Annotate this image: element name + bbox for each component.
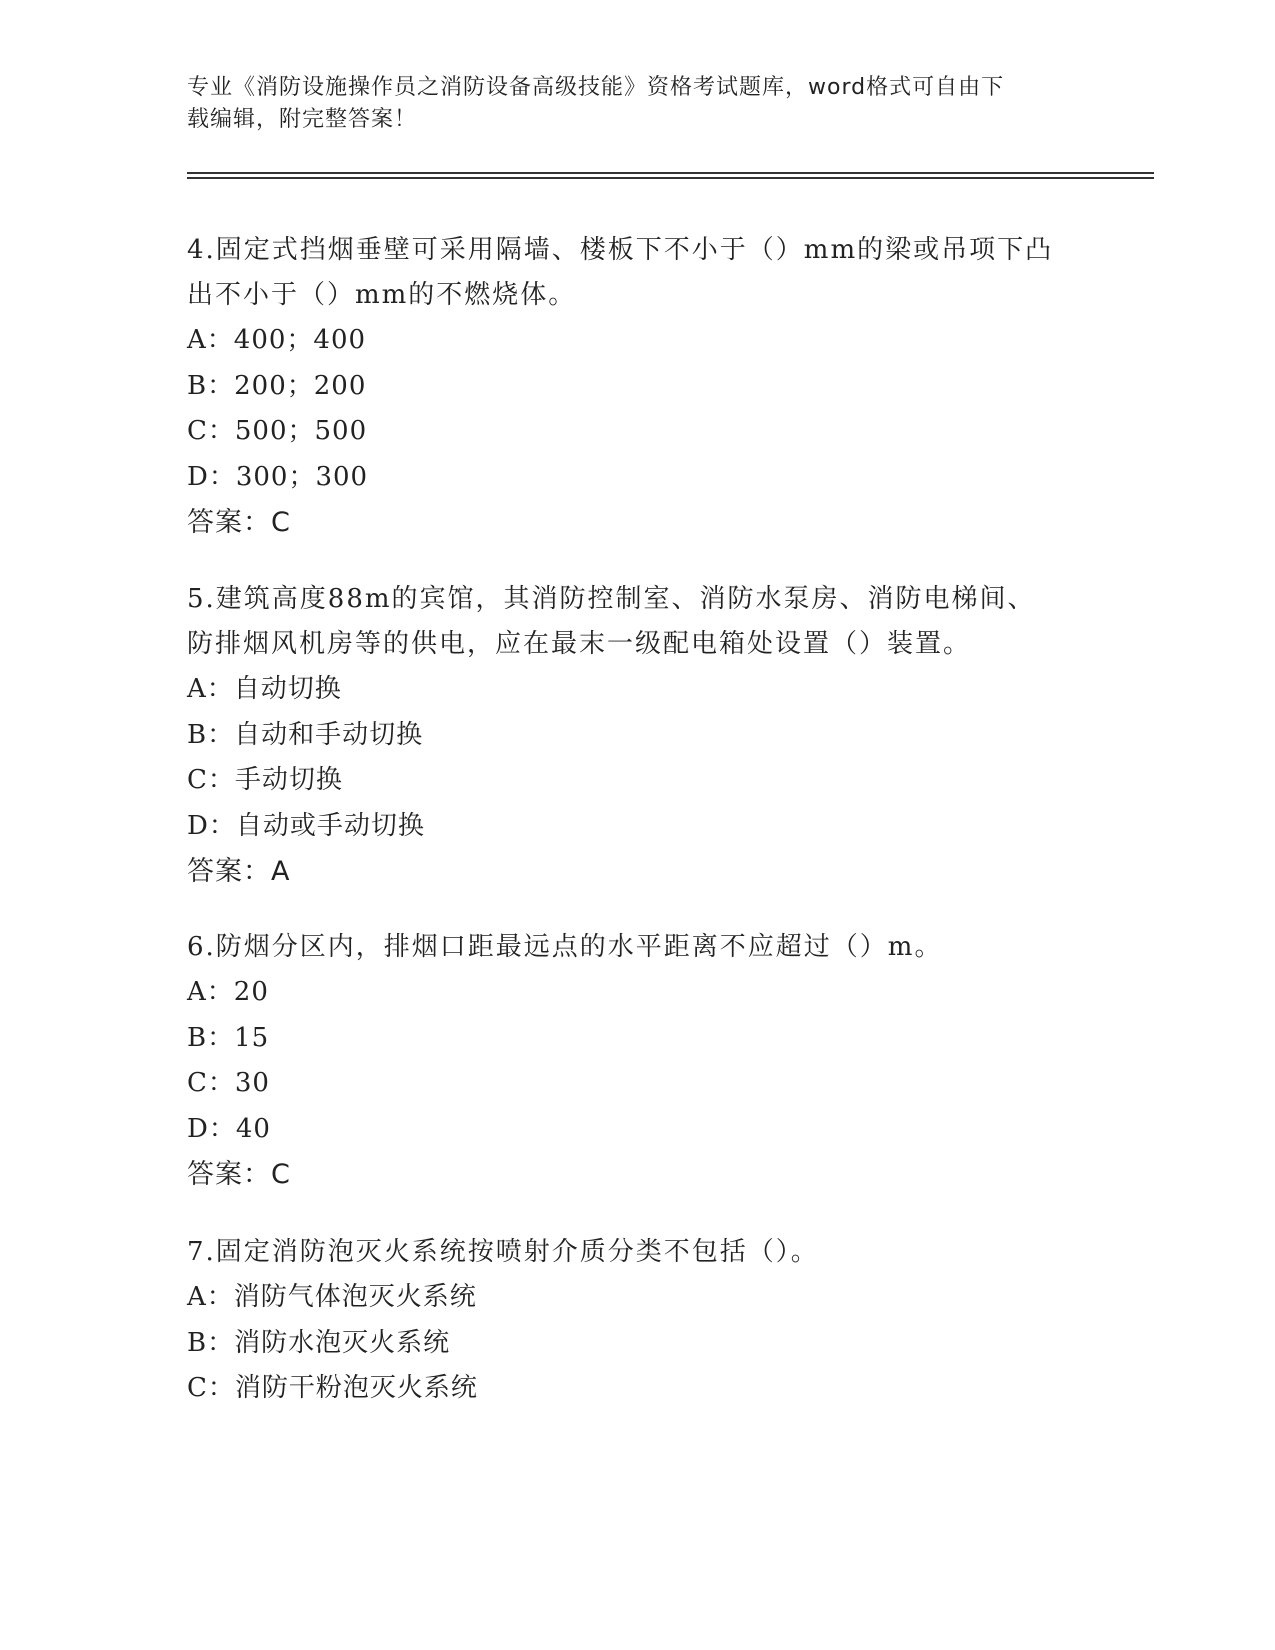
question-stem: 5.建筑高度88m的宾馆，其消防控制室、消防水泵房、消防电梯间、	[187, 584, 1036, 614]
option-c: C：消防干粉泡灭火系统	[187, 1373, 478, 1403]
option-d: D：自动或手动切换	[187, 810, 425, 841]
header-rule-top	[187, 172, 1154, 174]
option-a: A：400；400	[187, 325, 367, 355]
answer: 答案：C	[187, 507, 291, 538]
question-stem: 6.防烟分区内，排烟口距最远点的水平距离不应超过（）m。	[187, 932, 943, 962]
question-stem: 防排烟风机房等的供电，应在最末一级配电箱处设置（）装置。	[187, 629, 972, 659]
header-line-1: 专业《消防设施操作员之消防设备高级技能》资格考试题库，word格式可自由下	[187, 75, 1005, 100]
answer: 答案：A	[187, 856, 291, 887]
option-c: C：500；500	[187, 416, 368, 446]
option-d: D：300；300	[187, 461, 369, 492]
header-line-2: 载编辑，附完整答案！	[187, 107, 418, 132]
option-d: D：40	[187, 1113, 271, 1144]
option-a: A：消防气体泡灭火系统	[187, 1282, 477, 1312]
question-stem: 4.固定式挡烟垂壁可采用隔墙、楼板下不小于（）mm的梁或吊项下凸	[187, 235, 1054, 265]
option-c: C：30	[187, 1068, 270, 1098]
option-a: A：20	[187, 977, 269, 1007]
question-6	[187, 925, 1067, 1197]
option-b: B：自动和手动切换	[187, 719, 424, 750]
question-stem: 7.固定消防泡灭火系统按喷射介质分类不包括（）。	[187, 1237, 819, 1267]
option-b: B：200；200	[187, 370, 367, 401]
question-5	[187, 577, 1067, 894]
document-header	[187, 72, 1067, 136]
option-a: A：自动切换	[187, 674, 342, 704]
question-4	[187, 228, 1067, 545]
option-b: B：15	[187, 1022, 270, 1053]
question-7	[187, 1230, 1067, 1412]
header-rule-bottom	[187, 177, 1154, 179]
question-stem: 出不小于（）mm的不燃烧体。	[187, 280, 577, 310]
option-c: C：手动切换	[187, 765, 343, 795]
answer: 答案：C	[187, 1159, 291, 1190]
option-b: B：消防水泡灭火系统	[187, 1327, 451, 1358]
